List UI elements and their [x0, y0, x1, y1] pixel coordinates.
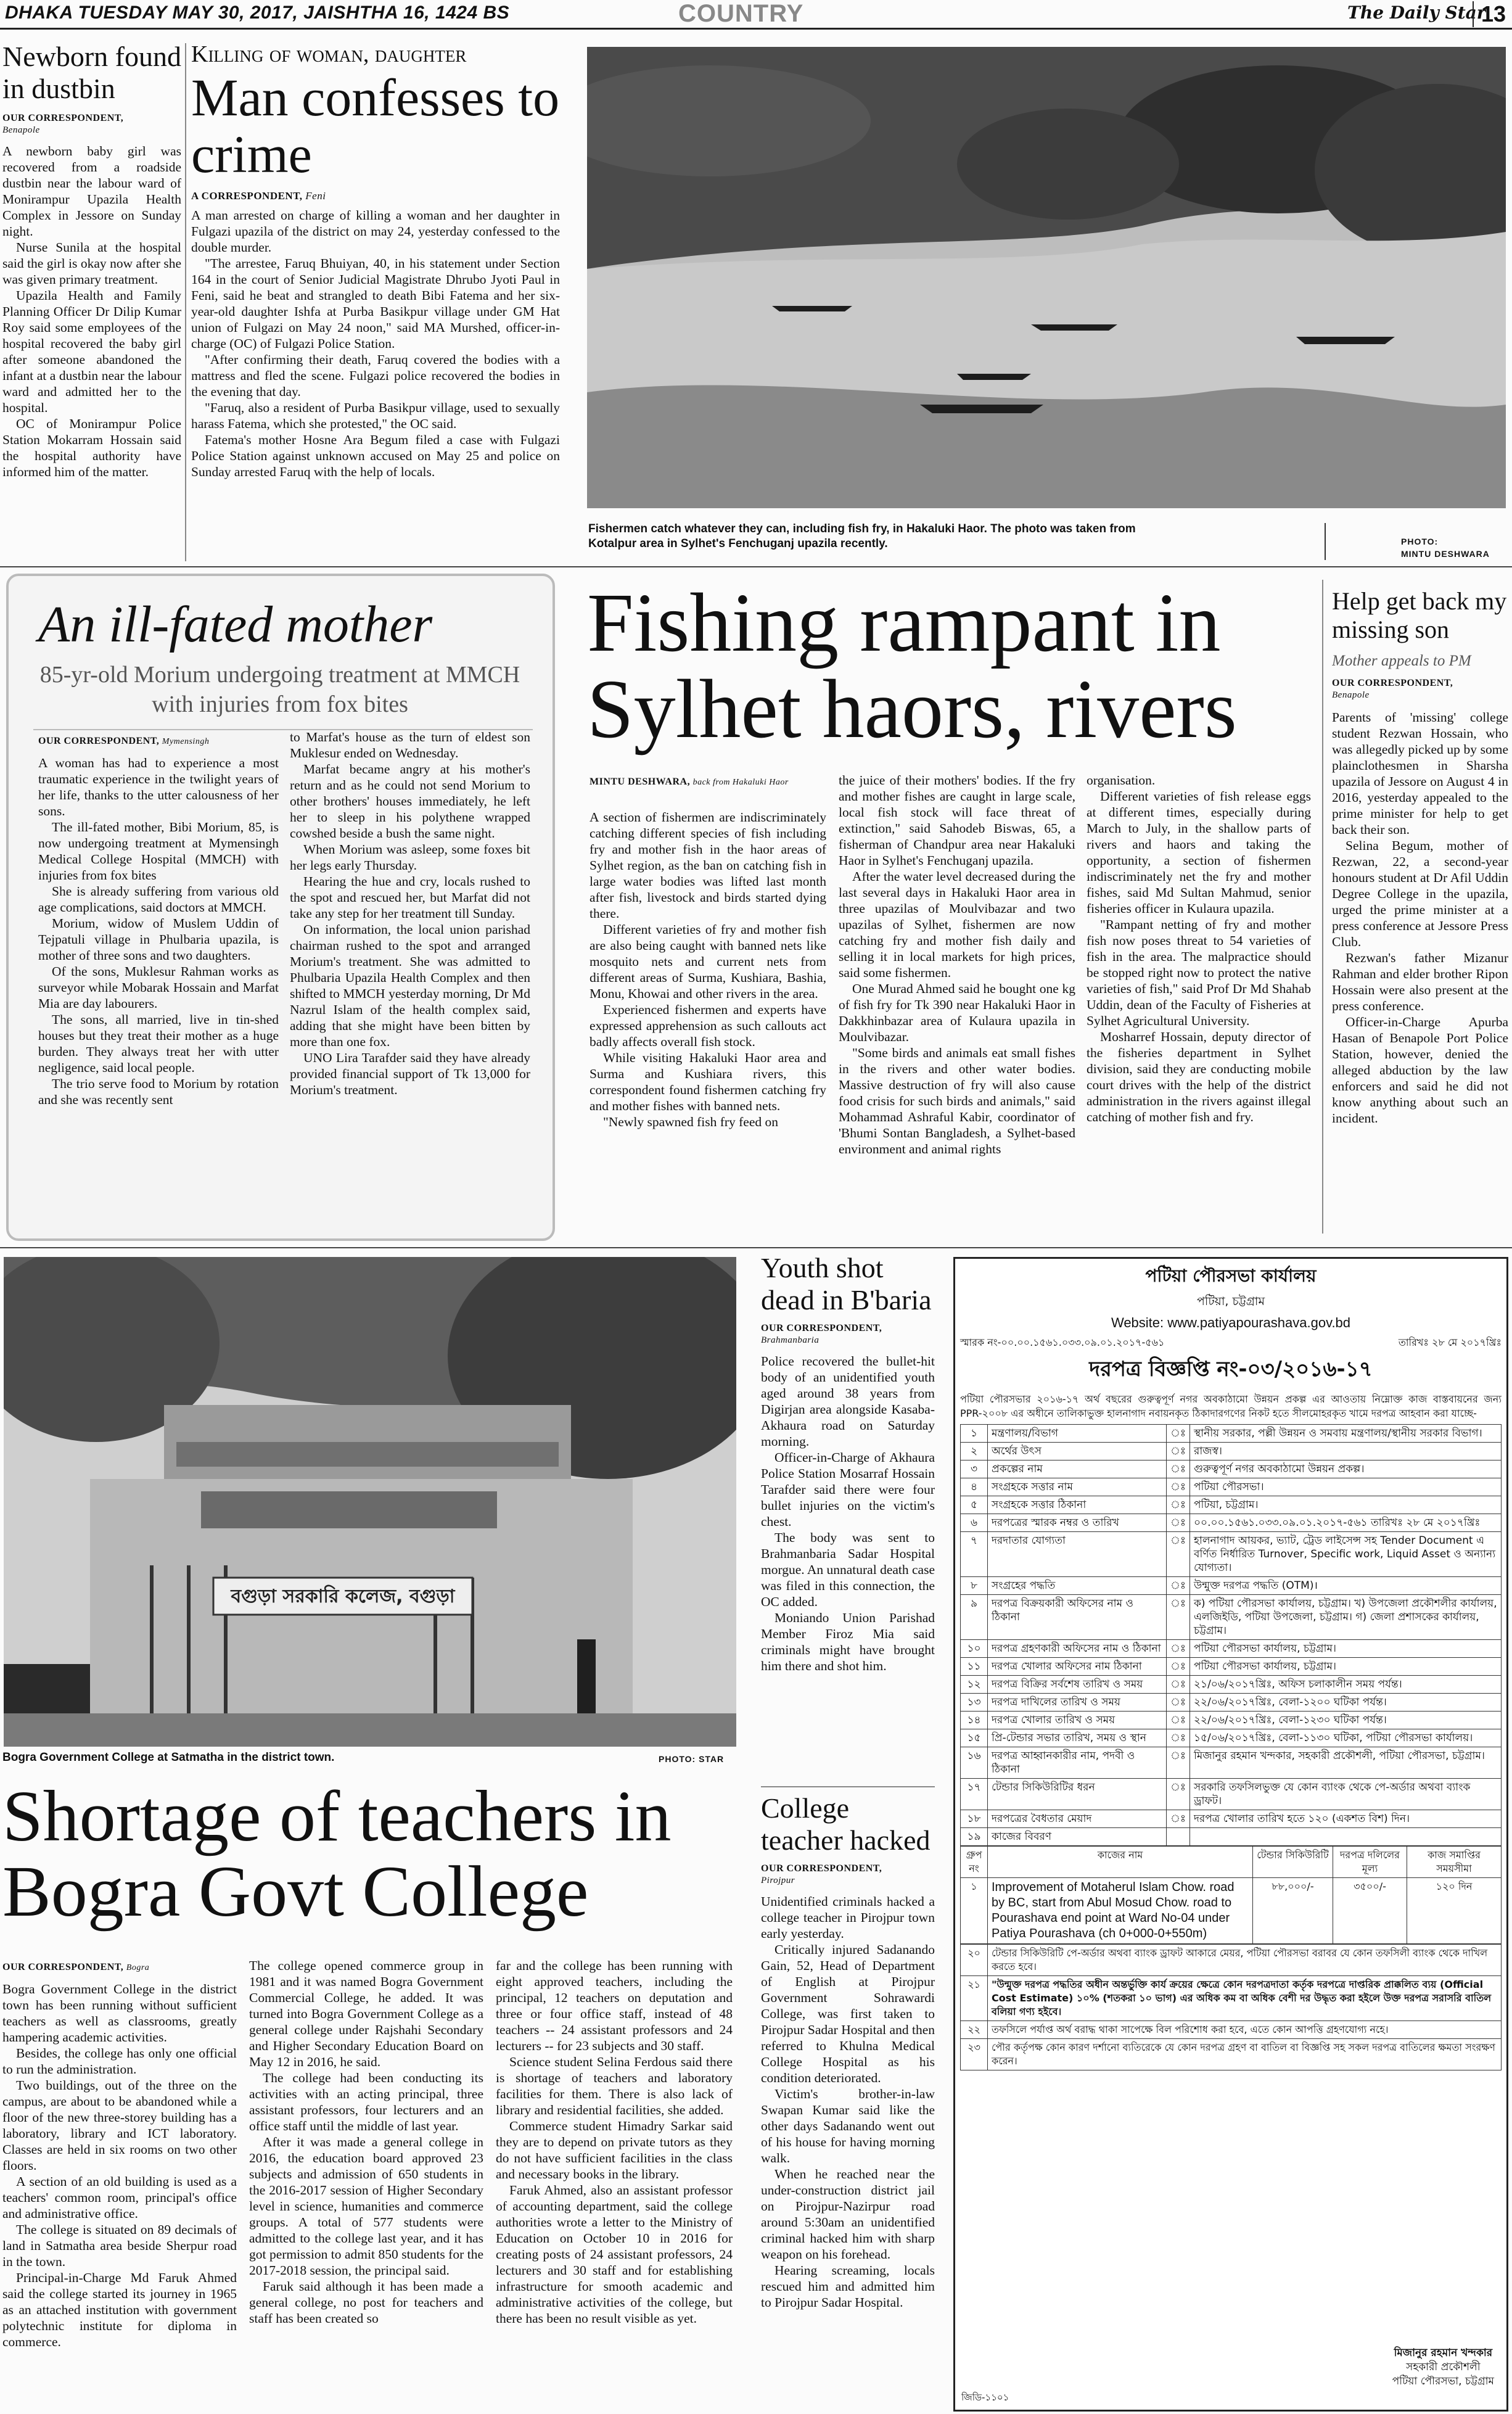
byline-text: A CORRESPONDENT, — [191, 190, 303, 202]
row-label: দরপত্রের বৈধতার মেয়াদ — [988, 1810, 1167, 1828]
paragraph: She is already suffering from various old age complications, said doctors at MMCH. — [38, 884, 279, 915]
tender-website: Website: www.patiyapourashava.gov.bd — [1111, 1315, 1351, 1330]
work-head-security: টেন্ডার সিকিউরিটি — [1253, 1847, 1333, 1878]
paragraph: When he reached near the under-construction district jail on Pirojpur-Nazirpur road around 5:30am an unidentified criminal hacked him with sharp weapon on his forehead. — [761, 2167, 935, 2262]
body — [761, 1353, 935, 1674]
row-number: ৪ — [961, 1478, 988, 1496]
paper-logo: The Daily Star — [1347, 2, 1486, 23]
tender-office: পটিয়া পৌরসভা কার্যালয় — [1145, 1266, 1317, 1286]
row-label: কাজের বিবরণ — [988, 1828, 1167, 1846]
tender-row — [961, 1425, 1502, 1443]
row-label: দরপত্র বিক্রির সর্বশেষ তারিখ ও সময় — [988, 1676, 1167, 1694]
row-value — [1189, 1828, 1501, 1846]
paragraph: After the water level decreased during the last several days in Hakaluki Haor area in three upazilas of Moulvibazar and two upazilas of Sylhet, fishermen are now catching fry and mother fish daily and selling it in local markets for high prices, said some fishermen. — [839, 869, 1075, 980]
tender-row — [961, 1460, 1502, 1478]
photo-credit: PHOTO: STAR — [659, 1754, 725, 1764]
row-number: ১০ — [961, 1640, 988, 1658]
row-value: পটিয়া, চট্টগ্রাম। — [1189, 1496, 1501, 1514]
paragraph: far and the college has been running with eight approved teachers, including the principal, 12 teachers on deputation and three or four office staff, instead of 48 teachers -- 24 assistant professors and 24 lecturers -- for 23 subjects and 30 staff. — [496, 1958, 733, 2053]
row-sep: ঃ — [1167, 1694, 1190, 1712]
memo-number: স্মারক নং-০০.০০.১৫৬১.০৩৩.০৯.০১.২০১৭-৫৬১ — [960, 1337, 1165, 1348]
row-sep: ঃ — [1167, 1460, 1190, 1478]
tender-heading: দরপত্র বিজ্ঞপ্তি নং-০৩/২০১৬-১৭ — [1089, 1357, 1373, 1382]
paragraph: Parents of 'missing' college student Rezwan Hossain, who was allegedly picked up by some plainclothesmen in Sharsha upazila of Jessore on August 4 in 2016, yesterday appealed to the prime minister for help to get back their son. — [1332, 710, 1508, 837]
paragraph: The college opened commerce group in 1981 and it was named Bogra Government Commercial College, he added. It was turned into Bogra Government College as a general college under Rajshahi Secondary and Higher Secondary Education Board on May 12 in 2016, he said. — [249, 1958, 483, 2069]
byline-location: Brahmanbaria — [761, 1335, 820, 1345]
row-sep: ঃ — [1167, 1779, 1190, 1810]
photo-fishermen — [587, 47, 1506, 508]
paragraph: The trio serve food to Morium by rotation and she was recently sent — [38, 1076, 279, 1107]
tender-row — [961, 1712, 1502, 1729]
paragraph: A section of fishermen are indiscriminately catching different species of fish including fry and mother fish in the haor areas of Sylhet region, as the ban on catching fish in large water bodies was lifted last month after fish, livestock and birds started dying there. — [590, 810, 826, 921]
row-value: উন্মুক্ত দরপত্র পদ্ধতি (OTM)। — [1189, 1577, 1501, 1595]
article-killing — [191, 41, 560, 565]
paragraph: Faruk said although it has been made a general college, no post for teachers and staff has been created so — [249, 2279, 483, 2326]
paragraph: "Newly spawned fish fry feed on — [603, 1114, 779, 1129]
row-value: ১৫/০৬/২০১৭খ্রিঃ, বেলা-১১৩০ ঘটিকা, পটিয়া পৌরসভা কার্যালয়। — [1189, 1729, 1501, 1747]
paragraph: The college had been conducting its activities with an acting principal, three assistant professors, four lecturers and an office staff until the middle of last year. — [249, 2070, 483, 2133]
row-value: রাজস্ব। — [1189, 1443, 1501, 1460]
row-number: ১৬ — [961, 1747, 988, 1779]
paragraph: organisation. — [1087, 773, 1156, 788]
byline — [2, 112, 181, 136]
photo-bogra-college — [4, 1257, 736, 1747]
row-value: পটিয়া পৌরসভা। — [1189, 1478, 1501, 1496]
work-group: ১ — [961, 1878, 988, 1944]
article-missing-son — [1332, 587, 1508, 1241]
paragraph: Bogra Government College in the district town has been running without sufficient teachers as well as classrooms, greatly hampering academic activities. — [2, 1982, 237, 2045]
byline — [761, 1322, 935, 1346]
body-col-1 — [590, 809, 826, 1130]
row-value: পটিয়া পৌরসভা কার্যালয়, চট্টগ্রাম। — [1189, 1658, 1501, 1676]
row-sep: ঃ — [1167, 1443, 1190, 1460]
row-number: ৫ — [961, 1496, 988, 1514]
row-number: ৯ — [961, 1595, 988, 1640]
row-label: দরপত্র আহ্বানকারীর নাম, পদবী ও ঠিকানা — [988, 1747, 1167, 1779]
paragraph: "The arrestee, Faruq Bhuiyan, 40, in his statement under Section 164 in the court of Senior Judicial Magistrate Dhrubo Jyoti Paul in Feni, said he beat and strangled to death Bibi Fatema and her six-year-old daughter Ishfa at Purba Basikpur village under GM Hat union of Fulgazi on May 24 noon," said MA Murshed, officer-in-charge (OC) of Fulgazi Police Station. — [191, 256, 560, 351]
row-label: দরপত্র দাখিলের তারিখ ও সময় — [988, 1694, 1167, 1712]
row-value: গুরুত্বপূর্ণ নগর অবকাঠামো উন্নয়ন প্রকল্প। — [1189, 1460, 1501, 1478]
column-rule — [185, 43, 186, 561]
photo-illustration — [4, 1257, 736, 1747]
row-label: দরদাতার যোগ্যতা — [988, 1532, 1167, 1577]
row-value: হালনাগাদ আয়কর, ভ্যাট, ট্রেড লাইসেন্স সহ Tender Document এ বর্ণিত নির্ধারিত Turnover, Specific work, Liquid Asset ও অন্যান্য যোগ্যতা। — [1189, 1532, 1501, 1577]
tender-notes — [960, 1944, 1502, 2070]
paragraph: Critically injured Sadanando Gain, 52, Head of Department of English at Pirojpur Government Sohrawardi College, was first taken to Pirojpur Sadar Hospital and then referred to Khulna Medical College Hospital as his condition deteriorated. — [761, 1942, 935, 2085]
note-text: তফসিলে পর্যাপ্ত অর্থ বরাদ্ধ থাকা সাপেক্ষে বিল পরিশোধ করা হবে, এতে কোন আপত্তি গ্রহণযোগ্য নহে। — [988, 2021, 1502, 2039]
row-number: ১৯ — [961, 1828, 988, 1846]
signature-block — [1392, 2346, 1494, 2389]
tender-row — [961, 1640, 1502, 1658]
row-value: ক) পটিয়া পৌরসভা কার্যালয়, চট্টগ্রাম। খ) উপজেলা প্রকৌশলীর কার্যালয়, এলজিইডি, পটিয়া উপজেলা, চট্টগ্রাম। গ) জেলা প্রশাসকের কার্যালয়, চট্টগ্রাম। — [1189, 1595, 1501, 1640]
work-name: Improvement of Motaherul Islam Chow. road by BC, start from Abul Mosud Chow. road to Pourashava end point at Ward No-04 under Patiya Pourashava (ch 0+000-0+550m) — [988, 1878, 1253, 1944]
body — [1332, 709, 1508, 1126]
note-number: ২৩ — [961, 2039, 988, 2070]
row-sep: ঃ — [1167, 1514, 1190, 1532]
paragraph: "Faruq, also a resident of Purba Basikpur village, used to sexually harass Fatema, which she protested," the OC said. — [191, 400, 560, 431]
tender-row — [961, 1779, 1502, 1810]
note-text: টেন্ডার সিকিউরিটি পে-অর্ডার অথবা ব্যাংক ড্রাফট আকারে মেয়র, পটিয়া পৌরসভা বরাবর যে কোন তফসিলী ব্যাংক থেকে দাখিল করতে হবে। — [988, 1945, 1502, 1976]
body-col-1 — [2, 1981, 237, 2350]
byline — [38, 735, 209, 748]
paragraph: Commerce student Himadry Sarkar said they are to depend on private tutors as they do not have sufficient facilities in the class and necessary books in the library. — [496, 2119, 733, 2181]
row-sep: ঃ — [1167, 1496, 1190, 1514]
row-value: স্থানীয় সরকার, পল্লী উন্নয়ন ও সমবায় মন্ত্রণালয়/স্থানীয় সরকার বিভাগ। — [1189, 1425, 1501, 1443]
row-label: দরপত্র খোলার অফিসের নাম ঠিকানা — [988, 1658, 1167, 1676]
tender-intro: পটিয়া পৌরসভার ২০১৬-১৭ অর্থ বছরের গুরুত্বপূর্ণ নগর অবকাঠামো উন্নয়ন প্রকল্প এর আওতায় নিম্নোক্ত কাজ বাস্তবায়নের জন্য PPR-২০০৮ এর অধীনে তালিকাভুক্ত হালনাগাদ নবায়নকৃত ঠিকাদারগণের নিকট হতে সীলমোহরকৃত খামে দরপত্র আহবান করা যাচ্ছে- — [960, 1393, 1502, 1419]
byline — [191, 190, 560, 202]
tender-row — [961, 1595, 1502, 1640]
work-price: ৩৫০০/- — [1333, 1878, 1407, 1944]
section-rule — [0, 566, 1512, 567]
byline — [2, 1961, 149, 1974]
paragraph: the juice of their mothers' bodies. If the fry and mother fishes are caught in large scale, local fish stock will face threat of extinction," said Sahodeb Biswas, 65, a fisherman of Chandpur area near Hakaluki Haor in Sylhet's Fenchuganj upazila. — [839, 773, 1075, 868]
byline-location: Pirojpur — [761, 1876, 795, 1885]
paragraph: One Murad Ahmed said he bought one kg of fish fry for Tk 390 near Hakaluki Haor in Dakkhinbazar area of Kulaura upazila in Moulvibazar. — [839, 981, 1075, 1044]
tender-row — [961, 1694, 1502, 1712]
paragraph: Mosharref Hossain, deputy director of the fisheries department in Sylhet division, said they are conducting mobile court drives with the help of the district administration in the rivers against illegal catching of mother fish and fry. — [1087, 1029, 1311, 1124]
tender-note — [961, 2039, 1502, 2070]
body-col-1 — [38, 755, 279, 1108]
paragraph: Unidentified criminals hacked a college teacher in Pirojpur town early yesterday. — [761, 1894, 935, 1941]
body-col-3 — [496, 1958, 733, 2326]
work-head-name: কাজের নাম — [988, 1847, 1253, 1878]
row-value: ০০.০০.১৫৬১.০৩৩.০৯.০১.২০১৭-৫৬১ তারিখঃ ২৮ মে ২০১৭খ্রিঃ — [1189, 1514, 1501, 1532]
college-banner: বগুড়া সরকারি কলেজ, বগুড়া — [231, 1586, 455, 1607]
byline-text: OUR CORRESPONDENT, — [38, 736, 160, 746]
paragraph: The ill-fated mother, Bibi Morium, 85, is now undergoing treatment at Mymensingh Medical College Hospital (MMCH) with injuries from fox bites — [38, 820, 279, 883]
row-label: দরপত্রের স্মারক নম্বর ও তারিখ — [988, 1514, 1167, 1532]
photo-illustration — [587, 47, 1506, 508]
work-security: ৮৮,০০০/- — [1253, 1878, 1333, 1944]
headline: Man confesses to crime — [191, 68, 560, 184]
body-col-3 — [1087, 772, 1311, 1125]
kicker: Killing of woman, daughter — [191, 41, 467, 67]
byline-text: OUR CORRESPONDENT, — [761, 1323, 882, 1333]
article-fishing — [587, 580, 1315, 1246]
paragraph: Hearing screaming, locals rescued him and admitted him to Pirojpur Sadar Hospital. — [761, 2263, 935, 2310]
article-youth-shot — [761, 1252, 935, 1795]
memo-date: তারিখঃ ২৮ মে ২০১৭খ্রিঃ — [1398, 1337, 1502, 1348]
work-duration: ১২০ দিন — [1407, 1878, 1502, 1944]
tender-row — [961, 1747, 1502, 1779]
paragraph: UNO Lira Tarafder said they have already provided financial support of Tk 13,000 for Morium's treatment. — [290, 1050, 530, 1097]
byline — [761, 1863, 935, 1886]
paragraph: Officer-in-Charge of Akhaura Police Station Mosarraf Hossain Tarafder said there were four bullet injuries on the victim's chest. — [761, 1450, 935, 1529]
photo-caption: Fishermen catch whatever they can, including fish fry, in Hakaluki Haor. The photo was taken from Kotalpur area in Sylhet's Fenchuganj upazila recently. — [588, 522, 1136, 550]
dateline: DHAKA TUESDAY MAY 30, 2017, JAISHTHA 16, 1424 BS — [5, 2, 510, 23]
paragraph: Marfat became angry at his mother's return and as he could not send Morium to other brothers' houses immediately, he left her to sleep in his polythene wrapped cowshed beside a bush the same night. — [290, 762, 530, 841]
column-rule — [1322, 580, 1323, 1234]
byline-location: Bogra — [126, 1963, 150, 1972]
headline: College teacher hacked — [761, 1792, 931, 1856]
paragraph: Faruk Ahmed, also an assistant professor of accounting department, said the college authorities wrote a letter to the Ministry of Education on October 10 in 2016 for creating posts of 24 assistant professors, 24 lecturers and 30 staff and for establishing infrastructure for smooth academic and administrative activities of the college, but there has been no result visible as yet. — [496, 2183, 733, 2326]
headline: Newborn found in dustbin — [2, 41, 181, 104]
tender-row — [961, 1514, 1502, 1532]
work-table — [960, 1846, 1502, 1944]
photo-credit-label: PHOTO: — [1401, 537, 1439, 546]
byline — [1332, 677, 1508, 701]
row-number: ৮ — [961, 1577, 988, 1595]
row-sep: ঃ — [1167, 1532, 1190, 1577]
byline-location: back from Hakaluki Haor — [692, 778, 789, 787]
row-number: ৭ — [961, 1532, 988, 1577]
paragraph: OC of Monirampur Police Station Mokarram Hossain said the hospital authority have informed him of the matter. — [2, 416, 181, 479]
row-number: ১১ — [961, 1658, 988, 1676]
tender-row — [961, 1658, 1502, 1676]
row-number: ২ — [961, 1443, 988, 1460]
subheadline: 85-yr-old Morium undergoing treatment at MMCH with injuries from fox bites — [39, 662, 520, 717]
headline: Help get back my missing son — [1332, 587, 1507, 643]
row-value: মিজানুর রহমান খন্দকার, সহকারী প্রকৌশলী, পটিয়া পৌরসভা, চট্টগ্রাম। — [1189, 1747, 1501, 1779]
paragraph: to Marfat's house as the turn of eldest son Muklesur ended on Wednesday. — [290, 730, 530, 760]
signatory-name: মিজানুর রহমান খন্দকার — [1394, 2347, 1493, 2359]
paragraph: Selina Begum, mother of Rezwan, 22, a second-year honours student at Dr Afil Uddin Degree College in the upazila, urged the prime minister at a press conference at Jessore Press Club. — [1332, 838, 1508, 949]
tender-note — [961, 1976, 1502, 2021]
row-label: অর্থের উৎস — [988, 1443, 1167, 1460]
tender-table — [960, 1424, 1502, 1846]
row-sep: ঃ — [1167, 1712, 1190, 1729]
work-head-price: দরপত্র দলিলের মূল্য — [1333, 1847, 1407, 1878]
tender-note — [961, 2021, 1502, 2039]
paragraph: "Some birds and animals eat small fishes in the rivers and other water bodies. Massive destruction of fry will also cause food crisis for such birds and animals," said Mohammad Ashraful Kabir, coordinator of 'Bhumi Sontan Bangladesh, a Sylhet-based environment and animal rights — [839, 1045, 1075, 1156]
paragraph: Victim's brother-in-law Swapan Kumar said like the other days Sadanando went out of his house for having morning walk. — [761, 2087, 935, 2165]
paragraph: Of the sons, Muklesur Rahman works as surveyor while Mobarak Hossain and Marfat Mia are day labourers. — [38, 964, 279, 1011]
paragraph: Different varieties of fish release eggs at different times, especially during March to July, in the shallow parts of rivers and haors and taking the opportunity, a section of fishermen indiscriminately net the fry and mother fishes, said Md Sultan Mahmud, senior fisheries officer in Kulaura upazila. — [1087, 789, 1311, 916]
headline: Shortage of teachers in Bogra Govt College — [2, 1779, 672, 1932]
row-sep: ঃ — [1167, 1595, 1190, 1640]
row-number: ৩ — [961, 1460, 988, 1478]
row-sep: ঃ — [1167, 1810, 1190, 1828]
paragraph: Upazila Health and Family Planning Officer Dr Dilip Kumar Roy said some employees of the hospital recovered the baby girl after someone abandoned the infant at a dustbin near the labour ward and admitted her to the hospital. — [2, 288, 181, 415]
paragraph: Two buildings, out of the three on the campus, are about to be abandoned while a floor of the new three-storey building has a laboratory, library and ICT laboratory. Classes are held in six rooms on two other floors. — [2, 2078, 237, 2173]
signatory-org: পটিয়া পৌরসভা, চট্টগ্রাম — [1392, 2375, 1494, 2387]
row-label: দরপত্র খোলার তারিখ ও সময় — [988, 1712, 1167, 1729]
paragraph: Police recovered the bullet-hit body of an unidentified youth aged around 38 years from Digirjan area alongside Kasaba-Akhaura road on Saturday morning. — [761, 1354, 935, 1449]
row-label: টেন্ডার সিকিউরিটির ধরন — [988, 1779, 1167, 1810]
memo-row — [960, 1335, 1502, 1352]
body-col-2 — [839, 772, 1075, 1157]
paragraph: Morium, widow of Muslem Uddin of Tejpatuli village in Phulbaria upazila, is mother of three sons and two daughters. — [38, 916, 279, 963]
body-col-2 — [249, 1958, 483, 2326]
tender-place: পটিয়া, চট্টগ্রাম — [1197, 1295, 1265, 1308]
paragraph: A woman has had to experience a most traumatic experience in the twilight years of her life, thanks to the utter calousness of her sons. — [38, 756, 279, 818]
paragraph: Fatema's mother Hosne Ara Begum filed a case with Fulgazi Police Station against unknown accused on May 25 and police on Sunday arrested Faruq with the help of locals. — [191, 432, 560, 479]
row-value: পটিয়া পৌরসভা কার্যালয়, চট্টগ্রাম। — [1189, 1640, 1501, 1658]
paragraph: "After confirming their death, Faruq covered the bodies with a mattress and fled the scene. Fulgazi police recovered the bodies in the evening that day. — [191, 352, 560, 399]
row-number: ৬ — [961, 1514, 988, 1532]
row-number: ১ — [961, 1425, 988, 1443]
paragraph: The body was sent to Brahmanbaria Sadar Hospital morgue. An unnatural death case was filed in this connection, the OC added. — [761, 1530, 935, 1609]
body — [761, 1893, 935, 2310]
tender-row — [961, 1532, 1502, 1577]
row-sep: ঃ — [1167, 1577, 1190, 1595]
paragraph: The sons, all married, live in tin-shed houses but they treat their mother as a huge burden. They always treat her with utter negligence, said local people. — [38, 1012, 279, 1075]
tender-row — [961, 1676, 1502, 1694]
tender-advertisement — [953, 1257, 1508, 2412]
work-table-header — [961, 1847, 1502, 1878]
work-head-duration: কাজ সমাপ্তির সময়সীমা — [1407, 1847, 1502, 1878]
paragraph: Experienced fishermen and experts have expressed apprehension as such callouts act badly affects overall fish stock. — [590, 1002, 826, 1049]
tender-row — [961, 1496, 1502, 1514]
row-label: প্রকল্পের নাম — [988, 1460, 1167, 1478]
byline — [590, 776, 830, 789]
row-sep: ঃ — [1167, 1425, 1190, 1443]
paragraph: Rezwan's father Mizanur Rahman and elder brother Ripon Hossain were also present at the press conference. — [1332, 950, 1508, 1013]
headline: Youth shot dead in B'baria — [761, 1252, 932, 1316]
paragraph: Nurse Sunila at the hospital said the girl is okay now after she was given primary treatment. — [2, 240, 181, 287]
byline-text: OUR CORRESPONDENT, — [761, 1863, 882, 1874]
body — [191, 207, 560, 480]
work-head-group: গ্রুপ নং — [961, 1847, 988, 1878]
row-value: ২২/০৬/২০১৭খ্রিঃ, বেলা-১২০০ ঘটিকা পর্যন্ত। — [1189, 1694, 1501, 1712]
byline-text: OUR CORRESPONDENT, — [2, 1962, 124, 1972]
note-text: "উন্মুক্ত দরপত্র পদ্ধতির অধীন অন্তর্ভুক্তি কার্য ক্রয়ের ক্ষেত্রে কোন দরপত্রদাতা কর্তৃক দরপত্রে দাপ্তরিক প্রাক্কলিত ব্যয় (Official Cost Estimate) ১০% (শতকরা ১০ ভাগ) এর অধিক কম বা অধিক বেশী দর উদ্ধৃত করা হইলে উক্ত দরপত্র সরাসরি বাতিল বলিয়া গণ্য হইবে। — [988, 1976, 1502, 2021]
tender-row — [961, 1478, 1502, 1496]
paragraph: Different varieties of fry and mother fish are also being caught with banned nets like mosquito nets and current nets from different areas of Surma, Kushiara, Bashia, Monu, Khowai and other rivers in the area. — [590, 922, 826, 1001]
paragraph: Officer-in-Charge Apurba Hasan of Benapole Port Police Station, however, denied the alleged abduction by the law enforcers and said he did not know anything about such an incident. — [1332, 1015, 1508, 1126]
divider — [761, 1786, 935, 1787]
paragraph: Principal-in-Charge Md Faruk Ahmed said the college started its journey in 1965 as an attached institution with government polytechnic institute for diploma in commerce. — [2, 2270, 237, 2349]
body-col-2 — [290, 729, 530, 1098]
tender-row — [961, 1443, 1502, 1460]
paragraph: Science student Selina Ferdous said there is shortage of teachers and laboratory facilities for them. There is also lack of library and residential facilities, she added. — [496, 2054, 733, 2117]
row-label: দরপত্র গ্রহণকারী অফিসের নাম ও ঠিকানা — [988, 1640, 1167, 1658]
note-number: ২১ — [961, 1976, 988, 2021]
note-number: ২০ — [961, 1945, 988, 1976]
row-sep — [1167, 1828, 1190, 1846]
byline-text: OUR CORRESPONDENT, — [1332, 678, 1453, 688]
headline: Fishing rampant in Sylhet haors, rivers — [587, 580, 1237, 756]
row-sep: ঃ — [1167, 1640, 1190, 1658]
byline-text: OUR CORRESPONDENT, — [2, 113, 124, 123]
section-rule — [0, 1247, 1512, 1248]
paragraph: A man arrested on charge of killing a woman and her daughter in Fulgazi upazila of the district on may 24, yesterday confessed to the double murder. — [191, 208, 560, 255]
row-number: ১২ — [961, 1676, 988, 1694]
ad-code: জিডি-১১০১ — [961, 2392, 1009, 2403]
subheadline: Mother appeals to PM — [1332, 653, 1471, 669]
paragraph: On information, the local union parishad chairman rushed to the spot and arranged Morium's treatment. She was admitted to Phulbaria Upazila Health Complex and then shifted to MMCH yesterday morning, Dr Md Nazrul Islam of the health complex said, adding that she might have been bitten by more than one fox. — [290, 922, 530, 1049]
byline-location: Benapole — [1332, 690, 1370, 700]
row-sep: ঃ — [1167, 1729, 1190, 1747]
row-sep: ঃ — [1167, 1658, 1190, 1676]
row-sep: ঃ — [1167, 1747, 1190, 1779]
row-label: সংগ্রহকে সত্তার নাম — [988, 1478, 1167, 1496]
body — [2, 143, 181, 480]
article-bogra-college — [2, 1779, 736, 2410]
row-label: সংগ্রহের পদ্ধতি — [988, 1577, 1167, 1595]
caption-rule — [1325, 523, 1326, 560]
section-label: COUNTRY — [678, 0, 804, 27]
row-value: ২২/০৬/২০১৭খ্রিঃ, বেলা-১২৩০ ঘটিকা পর্যন্ত। — [1189, 1712, 1501, 1729]
masthead — [0, 0, 1512, 30]
row-label: দরপত্র বিক্রয়কারী অফিসের নাম ও ঠিকানা — [988, 1595, 1167, 1640]
paragraph: A section of an old building is used as a teachers' common room, principal's office and administrative office. — [2, 2174, 237, 2221]
note-number: ২২ — [961, 2021, 988, 2039]
row-label: প্রি-টেন্ডার সভার তারিখ, সময় ও স্থান — [988, 1729, 1167, 1747]
paragraph: After it was made a general college in 2016, the education board approved 23 subjects and admission of 650 students in the 2016-2017 session of Higher Secondary level in science, humanities and commerce groups. A total of 577 students were admitted to the college last year, and it has got permission to admit 850 students for the 2017-2018 session, the principal said. — [249, 2135, 483, 2278]
work-table-row — [961, 1878, 1502, 1944]
paragraph: When Morium was asleep, some foxes bit her legs early Thursday. — [290, 842, 530, 873]
row-number: ১৪ — [961, 1712, 988, 1729]
photo-caption: Bogra Government College at Satmatha in the district town. — [2, 1751, 335, 1764]
tender-row — [961, 1828, 1502, 1846]
row-number: ১৮ — [961, 1810, 988, 1828]
tender-row — [961, 1810, 1502, 1828]
row-sep: ঃ — [1167, 1676, 1190, 1694]
byline-text: MINTU DESHWARA, — [590, 777, 691, 787]
paragraph: Besides, the college has only one official to run the administration. — [2, 2046, 237, 2077]
tender-note — [961, 1945, 1502, 1976]
note-text: পৌর কর্তৃপক্ষ কোন কারণ দর্শানো ব্যতিরেকে যে কোন দরপত্র গ্রহণ বা বাতিল বা বিজ্ঞপ্তি সহ সকল দরপত্র বাতিলের ক্ষমতা সংরক্ষণ করেন। — [988, 2039, 1502, 2070]
row-value: ২১/০৬/২০১৭খ্রিঃ, অফিস চলাকালীন সময় পর্যন্ত। — [1189, 1676, 1501, 1694]
row-number: ১৫ — [961, 1729, 988, 1747]
row-value: সরকারি তফসিলভুক্ত যে কোন ব্যাংক থেকে পে-অর্ডার অথবা ব্যাংক ড্রাফট। — [1189, 1779, 1501, 1810]
paragraph: A newborn baby girl was recovered from a roadside dustbin near the labour ward of Monirampur Upazila Health Complex in Jessore on Sunday night. — [2, 144, 181, 239]
row-value: দরপত্র খোলার তারিখ হতে ১২০ (একশত বিশ) দিন। — [1189, 1810, 1501, 1828]
article-newborn — [2, 41, 181, 565]
row-sep: ঃ — [1167, 1478, 1190, 1496]
row-label: মন্ত্রণালয়/বিভাগ — [988, 1425, 1167, 1443]
byline-location: Feni — [305, 190, 326, 202]
paragraph: The college is situated on 89 decimals of land in Satmatha area beside Sherpur road in the town. — [2, 2222, 237, 2269]
row-number: ১৩ — [961, 1694, 988, 1712]
article-mother — [6, 574, 555, 1241]
paragraph: While visiting Hakaluki Haor area and Surma and Kushiara rivers, this correspondent found fishermen catching fry and mother fishes with banned nets. — [590, 1050, 826, 1113]
row-number: ১৭ — [961, 1779, 988, 1810]
tender-row — [961, 1577, 1502, 1595]
headline: An ill-fated mother — [38, 596, 433, 653]
paragraph: "Rampant netting of fry and mother fish now poses threat to 54 varieties of fish in the area. The malpractice should be stopped right now to protect the native varieties of fish," said Prof Dr Md Shahab Uddin, dean of the Faculty of Fisheries at Sylhet Agricultural University. — [1087, 917, 1311, 1028]
byline-location: Mymensingh — [162, 737, 210, 746]
tender-row — [961, 1729, 1502, 1747]
page-number: 13 — [1473, 1, 1506, 27]
photo-credit: MINTU DESHWARA — [1401, 549, 1490, 559]
row-label: সংগ্রহকে সত্তার ঠিকানা — [988, 1496, 1167, 1514]
paragraph: Hearing the hue and cry, locals rushed to the spot and rescued her, but Marfat did not take any step for her treatment till Sunday. — [290, 874, 530, 921]
signatory-title: সহকারী প্রকৌশলী — [1406, 2361, 1481, 2373]
paragraph: Moniando Union Parishad Member Firoz Mia said criminals might have brought him there and shot him. — [761, 1610, 935, 1673]
article-teacher-hacked — [761, 1792, 935, 2412]
byline-location: Benapole — [2, 125, 40, 135]
